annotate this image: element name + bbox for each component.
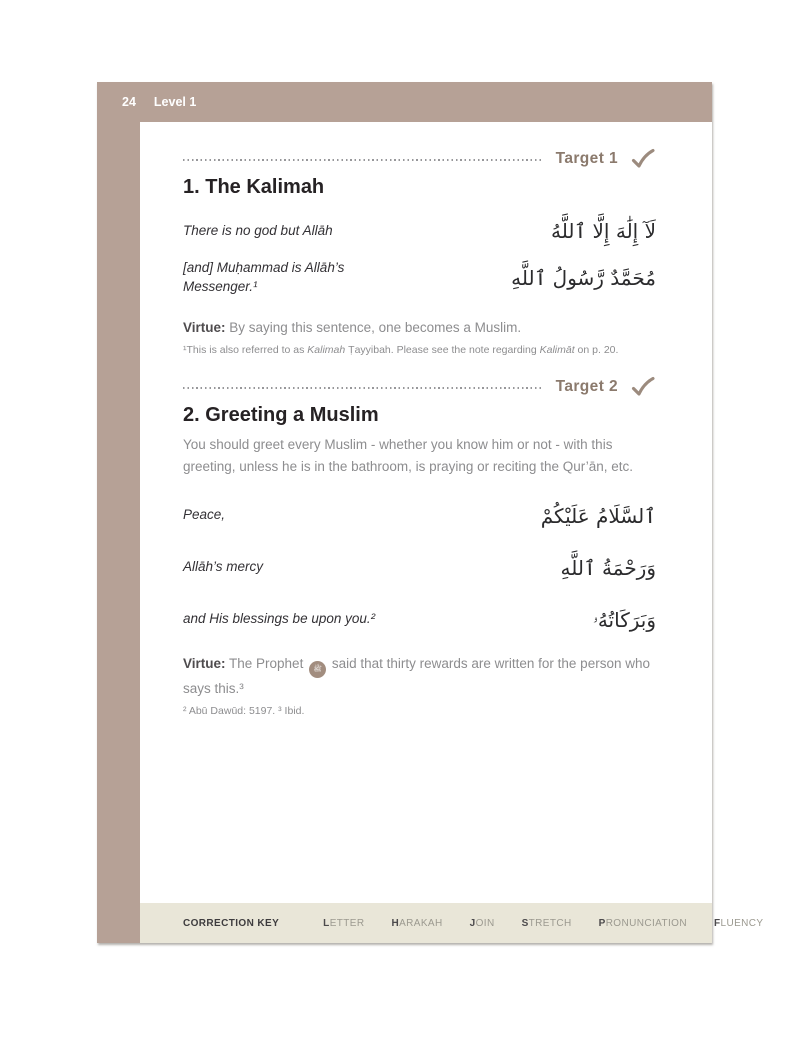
virtue-text: By saying this sentence, one becomes a Muslim.	[225, 319, 522, 335]
key-item-initial: H	[391, 917, 400, 929]
target2-virtue	[183, 653, 656, 700]
key-item-rest: RONUNCIATION	[605, 917, 687, 929]
target2-header-row	[183, 376, 656, 397]
key-item-join	[470, 918, 495, 929]
target1-virtue	[183, 317, 656, 339]
english-translation: Allāh’s mercy	[183, 559, 264, 575]
key-item-pronunciation	[599, 918, 687, 929]
footnote-text: Ṭayyibah. Please see the note regarding	[345, 344, 540, 357]
dotted-leader-line	[183, 159, 543, 161]
key-item-initial: F	[713, 917, 721, 929]
target2-footnote: ² Abū Dawūd: 5197. ³ Ibid.	[183, 705, 305, 718]
key-item-initial: S	[521, 917, 529, 929]
key-item-rest: TRETCH	[528, 917, 572, 929]
arabic-text: وَرَحْمَةُ ٱللَّهِ	[560, 555, 656, 580]
footnote-text: on p. 20.	[574, 344, 619, 357]
checkmark-icon	[630, 148, 656, 169]
arabic-text: ٱلسَّلَامُ عَلَيْكُمْ	[540, 503, 656, 528]
key-item-initial: J	[469, 917, 476, 929]
prophet-salutation-emblem-icon: ﷺ	[309, 661, 326, 678]
content-panel	[140, 122, 712, 903]
checkmark-icon	[630, 376, 656, 397]
level-label: Level 1	[153, 95, 197, 109]
target1-footnote	[183, 343, 656, 359]
phrase-row	[183, 553, 656, 583]
key-item-rest: LUENCY	[720, 917, 764, 929]
page-number: 24	[122, 95, 136, 109]
virtue-label: Virtue:	[183, 319, 226, 335]
arabic-text: مُحَمَّدٌ رَّسُولُ ٱللَّهِ	[511, 265, 656, 290]
virtue-text: The Prophet	[225, 655, 308, 671]
key-item-stretch	[522, 918, 572, 929]
dotted-leader-line	[183, 387, 543, 389]
page-header	[97, 82, 712, 122]
target2-label: Target 2	[555, 377, 618, 395]
footnote-italic: Kalimāt	[539, 344, 575, 357]
target1-label: Target 1	[555, 149, 618, 167]
footnote-italic: Kalimah	[307, 344, 346, 357]
english-translation: and His blessings be upon you.²	[183, 611, 376, 627]
english-translation: There is no god but Allāh	[183, 222, 333, 238]
key-item-rest: OIN	[475, 917, 495, 929]
correction-key-label: CORRECTION KEY	[183, 917, 280, 929]
phrase-row	[183, 605, 656, 635]
key-item-initial: L	[323, 917, 330, 929]
english-translation: Peace,	[183, 507, 226, 523]
key-item-letter	[323, 918, 364, 929]
phrase-row	[183, 216, 656, 246]
phrase-row	[183, 501, 656, 531]
key-item-rest: ETTER	[329, 917, 365, 929]
target2-title: 2. Greeting a Muslim	[183, 404, 379, 427]
english-translation: [and] Muḥammad is Allāh’s Messenger.¹	[183, 260, 345, 294]
virtue-text: said that thirty rewards are written for the person who says this.³	[183, 655, 650, 696]
target1-title: 1. The Kalimah	[183, 176, 325, 198]
correction-key-items	[323, 918, 763, 929]
book-page-frame	[97, 82, 764, 943]
arabic-text: وَبَرَكَاتُهُۥ	[592, 607, 656, 632]
key-item-harakah	[391, 918, 442, 929]
key-item-rest: ARAKAH	[399, 917, 443, 929]
arabic-text: لَآ إِلَٰهَ إِلَّا ٱللَّهُ	[551, 219, 656, 243]
phrase-row	[183, 259, 656, 297]
target2-intro: You should greet every Muslim - whether you know him or not - with this greeting, unless he is in the bathroom, is praying or reciting the Qur’ān, etc.	[183, 437, 633, 475]
correction-key-bar	[140, 903, 764, 943]
target1-header-row	[183, 148, 656, 169]
virtue-label: Virtue:	[183, 655, 226, 671]
footnote-text: ¹This is also referred to as	[183, 344, 308, 357]
key-item-initial: P	[598, 917, 606, 929]
key-item-fluency	[714, 918, 763, 929]
